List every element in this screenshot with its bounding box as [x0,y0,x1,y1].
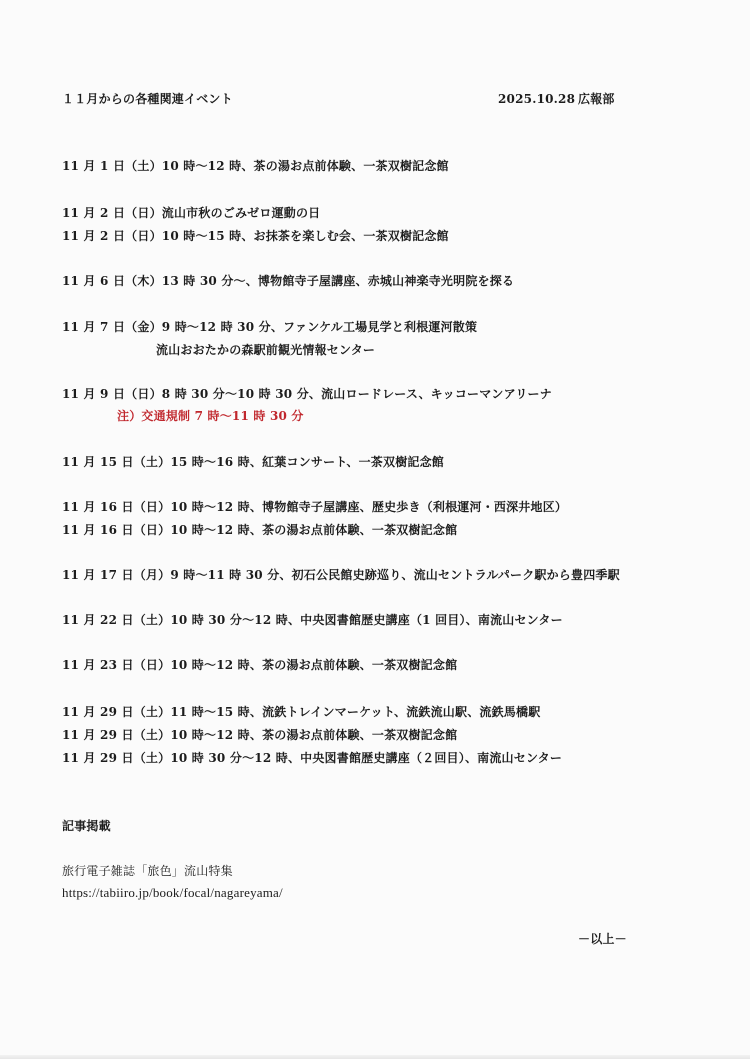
event-item: 11 月 1 日（土）10 時～12 時、茶の湯お点前体験、一茶双樹記念館 [62,159,449,173]
closing-mark: －以上－ [578,932,627,946]
event-item: 11 月 2 日（日）流山市秋のごみゼロ運動の日 [62,206,321,220]
document-department: 広報部 [578,92,615,106]
event-item: 11 月 2 日（日）10 時～15 時、お抹茶を楽しむ会、一茶双樹記念館 [62,229,449,243]
event-item: 11 月 16 日（日）10 時～12 時、博物館寺子屋講座、歴史歩き（利根運河・西深井地区） [62,500,568,514]
event-item: 11 月 16 日（日）10 時～12 時、茶の湯お点前体験、一茶双樹記念館 [62,523,458,537]
article-url-link[interactable]: https://tabiiro.jp/book/focal/nagareyama/ [62,885,283,900]
document-date: 2025.10.28 [498,92,576,106]
event-item: 11 月 15 日（土）15 時～16 時、紅葉コンサート、一茶双樹記念館 [62,455,445,469]
event-item: 11 月 6 日（木）13 時 30 分～、博物館寺子屋講座、赤城山神楽寺光明院を探る [62,274,515,288]
event-item: 11 月 22 日（土）10 時 30 分～12 時、中央図書館歴史講座（1 回目）、南流山センター [62,613,563,627]
event-item: 11 月 29 日（土）10 時 30 分～12 時、中央図書館歴史講座（２回目）、南流山センター [62,751,563,765]
scan-bottom-edge [0,1055,750,1059]
event-item: 11 月 9 日（日）8 時 30 分～10 時 30 分、流山ロードレース、キッコーマンアリーナ [62,387,552,401]
event-item: 11 月 23 日（日）10 時～12 時、茶の湯お点前体験、一茶双樹記念館 [62,658,458,672]
event-item: 11 月 29 日（土）11 時～15 時、流鉄トレインマーケット、流鉄流山駅、流鉄馬橋駅 [62,705,541,719]
article-title: 旅行電子雑誌「旅色」流山特集 [62,864,233,878]
document-title: １１月からの各種関連イベント [62,92,233,106]
event-item: 11 月 17 日（月）9 時～11 時 30 分、初石公民館史跡巡り、流山セントラルパーク駅から豊四季駅 [62,568,620,582]
event-item: 11 月 29 日（土）10 時～12 時、茶の湯お点前体験、一茶双樹記念館 [62,728,458,742]
articles-heading: 記事掲載 [62,819,111,833]
traffic-note: 注）交通規制 7 時～11 時 30 分 [117,409,304,423]
event-item-location: 流山おおたかの森駅前観光情報センター [156,343,376,357]
event-item: 11 月 7 日（金）9 時～12 時 30 分、ファンケル工場見学と利根運河散策 [62,320,478,334]
